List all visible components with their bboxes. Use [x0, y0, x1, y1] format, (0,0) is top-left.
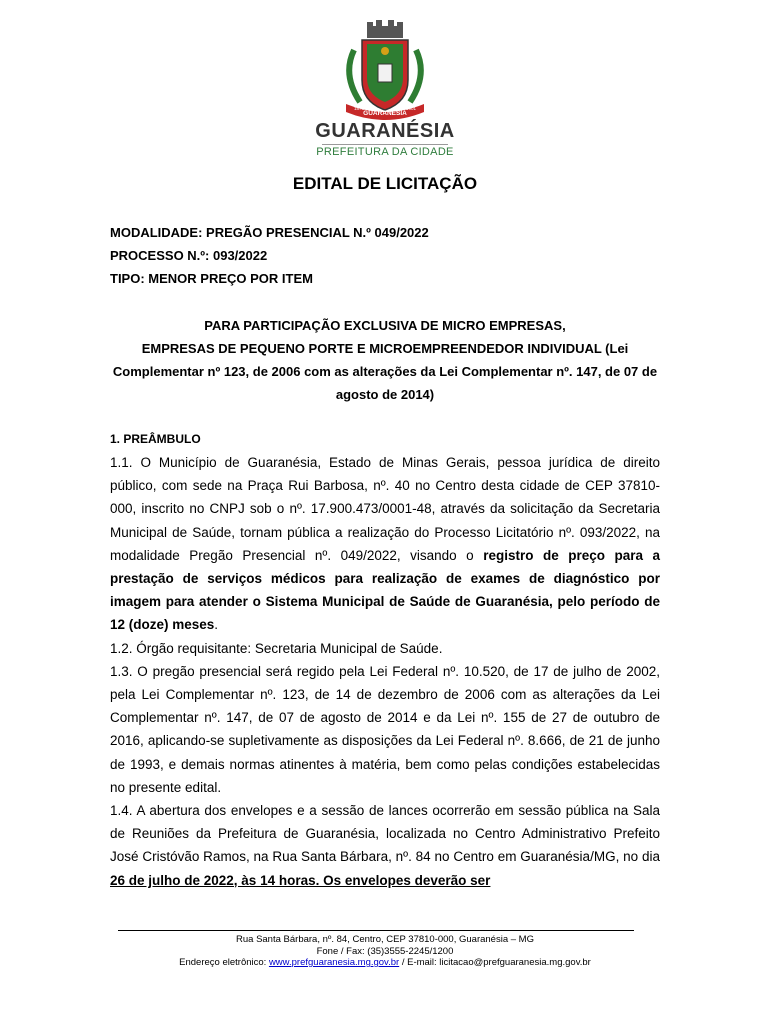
footer-contact: [0, 957, 770, 969]
website-link[interactable]: www.prefguaranesia.mg.gov.br: [268, 957, 400, 968]
city-logo: [300, 20, 470, 160]
tipo-line: TIPO: MENOR PREÇO POR ITEM: [110, 271, 313, 286]
footer-phone: Fone / Fax: (35)3555-2245/1200: [316, 945, 454, 957]
logo-divider: [322, 144, 448, 145]
ribbon-year-left: 1878: [354, 106, 365, 111]
paragraph-1-4-text: 1.4. A abertura dos envelopes e a sessão de lances ocorrerão em sessão pública na Sala de Reuniões da Prefeitura de Guaranésia, localizada no Centro Administrativo Prefeito José Cristóvão Ramos, na Rua Santa Bárbara, nº. 84 no Centro em Guaranésia/MG, no dia: [110, 803, 660, 865]
footer-divider: [118, 930, 634, 931]
paragraph-1-4: [110, 799, 660, 892]
preambulo-body: [110, 451, 660, 892]
footer-contact-label: Endereço eletrônico:: [179, 957, 269, 968]
exclusive-participation-notice: [110, 314, 660, 406]
exclusive-line-1: PARA PARTICIPAÇÃO EXCLUSIVA DE MICRO EMPRESAS,: [204, 318, 566, 333]
page-footer: [0, 934, 770, 969]
paragraph-1-4-bold: 26 de julho de 2022, às 14 horas. Os envelopes deverão ser: [110, 872, 491, 888]
city-name: GUARANÉSIA: [315, 120, 455, 142]
footer-address: Rua Santa Bárbara, nº. 84, Centro, CEP 37810-000, Guaranésia – MG: [236, 934, 534, 945]
footer-email: / E-mail: licitacao@prefguaranesia.mg.gov.br: [399, 957, 591, 968]
paragraph-1-1-end: .: [214, 617, 219, 633]
paragraph-1-2: 1.2. Órgão requisitante: Secretaria Municipal de Saúde.: [110, 640, 443, 656]
ribbon-year-right: 1901: [406, 106, 417, 111]
modalidade-line: MODALIDADE: PREGÃO PRESENCIAL N.º 049/2022: [110, 225, 429, 240]
paragraph-1-3: 1.3. O pregão presencial será regido pela Lei Federal nº. 10.520, de 17 de julho de 2002, pela Lei Complementar nº. 123, de 14 de dezembro de 2006 com as alterações da Lei Complementar nº. 147, de 07 de agosto de 2014 e da Lei nº. 155 de 27 de outubro de 2016, aplicando-se supletivamente as disposições da Lei Federal nº. 8.666, de 21 de junho de 1993, e demais normas atinentes à matéria, bem como pelas condições estabelecidas no presente edital.: [110, 663, 660, 795]
section-heading-preambulo: 1. PREÂMBULO: [110, 432, 201, 446]
ribbon-text: GUARANÉSIA: [363, 110, 407, 117]
coat-of-arms-icon: [340, 20, 430, 125]
paragraph-1-1-bold: registro de preço para a prestação de serviços médicos para realização de exames de diagnóstico por imagem para atender o Sistema Municipal de Saúde de Guaranésia, pelo período de 12 (doze) meses: [110, 547, 661, 633]
document-title: EDITAL DE LICITAÇÃO: [292, 174, 478, 193]
exclusive-line-2: EMPRESAS DE PEQUENO PORTE E MICROEMPREENDEDOR INDIVIDUAL (Lei Complementar nº 123, de 2006 com as alterações da Lei Complementar nº. 147, de 07 de agosto de 2014): [112, 341, 658, 402]
processo-line: PROCESSO N.º: 093/2022: [110, 248, 268, 263]
paragraph-1-1-text: 1.1. O Município de Guaranésia, Estado de Minas Gerais, pessoa jurídica de direito público, com sede na Praça Rui Barbosa, nº. 40 no Centro desta cidade de CEP 37810-000, inscrito no CNPJ sob o nº. 17.900.473/0001-48, através da solicitação da Secretaria Municipal de Saúde, tornam pública a realização do Processo Licitatório nº. 093/2022, na modalidade Pregão Presencial nº. 049/2022, visando o: [110, 455, 660, 563]
paragraph-1-1: [110, 451, 660, 637]
city-subtitle: PREFEITURA DA CIDADE: [316, 146, 454, 158]
